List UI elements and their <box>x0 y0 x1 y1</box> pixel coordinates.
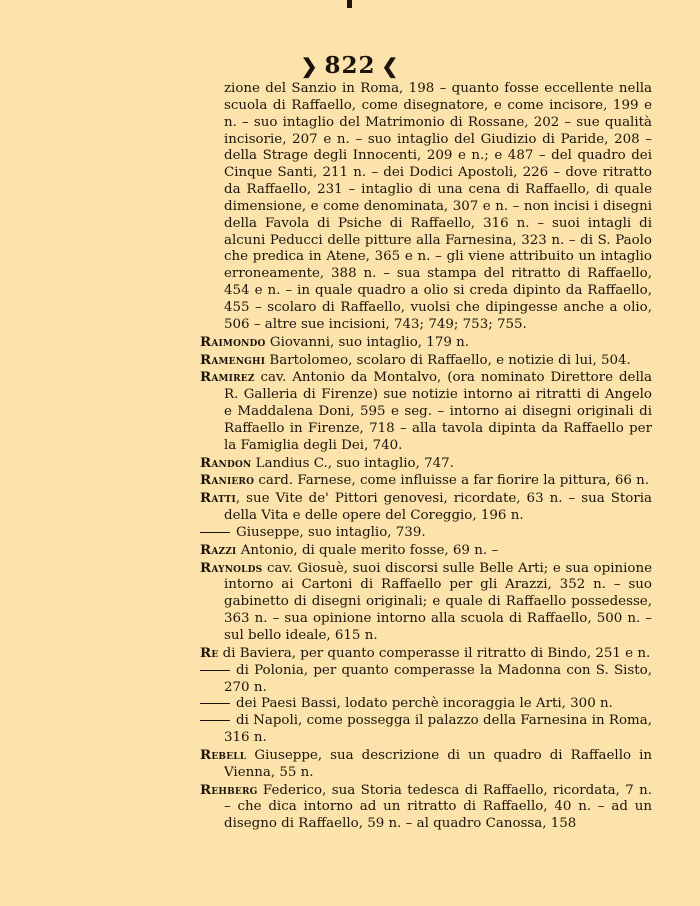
entry-headword: Razzi <box>200 541 237 558</box>
entry-headword: Ramenghi <box>200 351 266 368</box>
entry-text: card. Farnese, come influisse a far fiorire la pittura, 66 n. <box>254 473 650 489</box>
top-edge-mark <box>347 0 352 8</box>
entry-text: Landius C., suo intaglio, 747. <box>251 455 454 471</box>
entry-headword: Re <box>200 644 219 661</box>
page-number: 822 <box>324 52 376 79</box>
index-entry <box>200 490 652 525</box>
index-entries <box>200 334 652 833</box>
index-entry <box>200 782 652 834</box>
entry-text: Giuseppe, sua descrizione di un quadro di Raffaello in Vienna, 55 n. <box>224 747 652 780</box>
index-entry <box>200 455 652 473</box>
entry-headword: Rebell <box>200 746 247 763</box>
index-entry <box>200 747 652 782</box>
index-entry <box>200 713 652 747</box>
entry-text: Federico, sua Storia tedesca di Raffaello, ricordata, 7 n. – che dica intorno ad un ritratto di Raffaello, 40 n. – ad un disegno di Raffaello, 59 n. – al quadro Canossa, 158 <box>224 782 652 832</box>
entry-text: Bartolomeo, scolaro di Raffaello, e notizie di lui, 504. <box>265 352 631 368</box>
entry-text: Antonio, di quale merito fosse, 69 n. – <box>236 542 499 558</box>
entry-headword: Raynolds <box>200 559 263 576</box>
index-entry-continuation: zione del Sanzio in Roma, 198 – quanto fosse eccellente nella scuola di Raffaello, come disegnatore, e come incisore, 199 e n. – suo intaglio del Matrimonio di Rossane, 202 – sue qualità incisorie, 207 e n. – suo intaglio del Giudizio di Paride, 208 – della Strage degli Innocenti, 209 e n.; e 487 – del quadro dei Cinque Santi, 211 n. – dei Dodici Apostoli, 226 – dove ritratto da Raffaello, 231 – intaglio di una cena di Raffaello, di quale dimensione, e come denominata, 307 e n. – non incisi i disegni della Favola di Psiche di Raffaello, 316 n. – suoi intagli di alcuni Peducci delle pitture alla Farnesina, 323 n. – di S. Paolo che predica in Atene, 365 e n. – gli viene attribuito un intaglio erroneamente, 388 n. – sua stampa del ritratto di Raffaello, 454 e n. – in quale quadro a olio si creda dipinto da Raffaello, 455 – scolaro di Raffaello, vuolsi che dipingesse anche a olio, 506 – altre sue incisioni, 743; 749; 753; 755. <box>224 81 652 332</box>
entry-headword: Randon <box>200 454 252 471</box>
entry-text: di Polonia, per quanto comperasse la Madonna con S. Sisto, 270 n. <box>224 662 652 695</box>
index-entry <box>200 645 652 663</box>
index-entry <box>200 560 652 645</box>
entry-text: di Napoli, come possegga il palazzo della Farnesina in Roma, 316 n. <box>224 713 652 746</box>
ditto-dash <box>200 720 230 721</box>
entry-text: dei Paesi Bassi, lodato perchè incoraggia le Arti, 300 n. <box>236 696 613 712</box>
page-header <box>0 52 700 79</box>
ornament-left-icon: ❯ <box>300 54 319 78</box>
index-entry <box>200 525 652 542</box>
index-entry <box>200 334 652 352</box>
entry-headword: Ramirez <box>200 369 255 386</box>
index-entry <box>200 542 652 560</box>
entry-headword: Raimondo <box>200 333 266 350</box>
index-entry <box>200 369 652 454</box>
entry-headword: Ratti <box>200 490 236 507</box>
entry-headword: Rehberg <box>200 781 258 798</box>
index-entry <box>200 472 652 490</box>
index-entry <box>200 352 652 370</box>
entry-text: Giovanni, suo intaglio, 179 n. <box>265 334 469 350</box>
ditto-dash <box>200 532 230 533</box>
ditto-dash <box>200 703 230 704</box>
entry-text: Giuseppe, suo intaglio, 739. <box>236 524 426 540</box>
entry-text: cav. Antonio da Montalvo, (ora nominato Direttore della R. Galleria di Firenze) sue notizie intorno ai ritratti di Angelo e Maddalena Doni, 595 e seg. – intorno ai disegni originali di Raffaello in Firenze, 718 – alla tavola dipinta da Raffaello per la Famiglia degli Dei, 740. <box>224 370 652 453</box>
ornament-right-icon: ❮ <box>381 54 400 78</box>
entry-text: cav. Giosuè, suoi discorsi sulle Belle Arti; e sua opinione intorno ai Cartoni di Raffaello per gli Arazzi, 352 n. – suo gabinetto di disegni originali; e quale di Raffaello possedesse, 363 n. – sua opinione intorno alla scuola di Raffaello, 500 n. – sul bello ideale, 615 n. <box>224 560 652 643</box>
index-body <box>200 81 652 833</box>
index-entry <box>200 696 652 713</box>
entry-text: , sue Vite de' Pittori genovesi, ricordate, 63 n. – sua Storia della Vita e delle opere del Coreggio, 196 n. <box>224 491 652 524</box>
entry-headword: Raniero <box>200 472 255 489</box>
ditto-dash <box>200 670 230 671</box>
entry-text: di Baviera, per quanto comperasse il ritratto di Bindo, 251 e n. <box>218 645 651 661</box>
index-entry <box>200 663 652 697</box>
